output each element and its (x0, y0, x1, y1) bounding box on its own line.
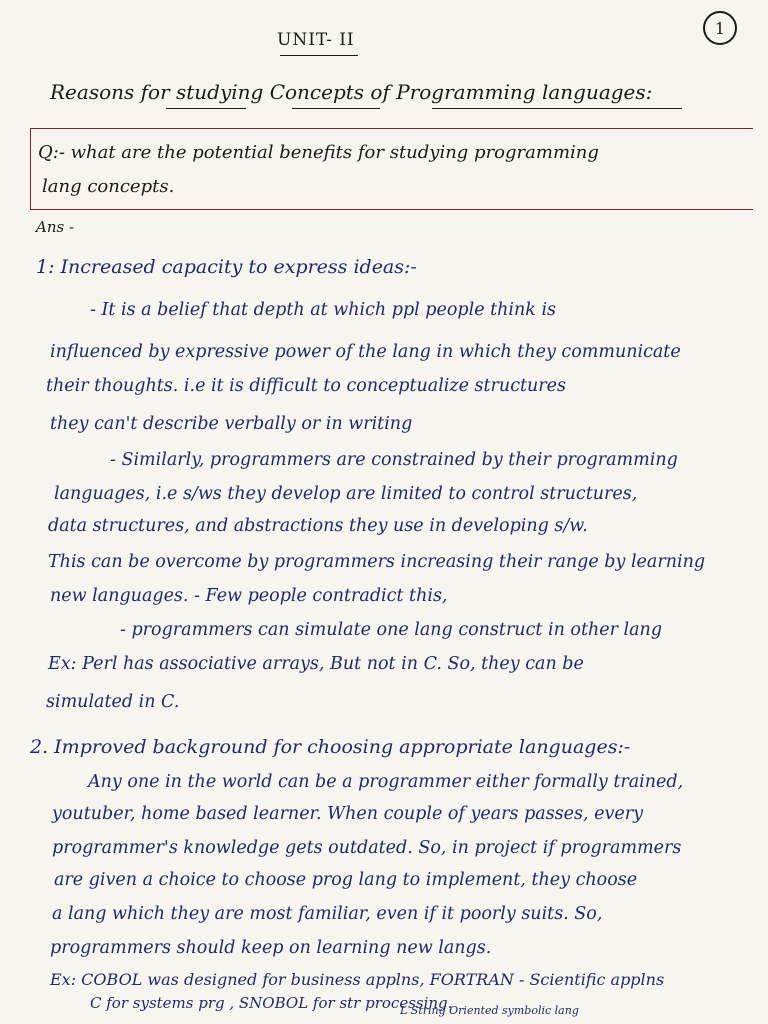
text-line: data structures, and abstractions they use in developing s/w. (48, 516, 588, 536)
text-line: languages, i.e s/ws they develop are limited to control structures, (54, 484, 638, 504)
heading-underline-concepts (292, 108, 380, 109)
text-line: programmer's knowledge gets outdated. So, in project if programmers (52, 838, 682, 858)
text-line: - Similarly, programmers are constrained by their programming (110, 450, 678, 470)
question-box (30, 128, 753, 210)
page-heading: Reasons for studying Concepts of Programming languages: (50, 80, 653, 104)
unit-title: UNIT- II (277, 30, 355, 50)
question-line-1: Q:- what are the potential benefits for studying programming (38, 142, 599, 163)
answer-label: Ans - (36, 218, 75, 236)
heading-underline-studying (166, 108, 246, 109)
question-line-2: lang concepts. (42, 176, 175, 197)
text-line: influenced by expressive power of the lang in which they communicate (50, 342, 681, 362)
page-number: 1 (703, 11, 737, 45)
text-line: This can be overcome by programmers increasing their range by learning (48, 552, 706, 572)
text-line: programmers should keep on learning new langs. (50, 938, 492, 958)
section-2-title: 2. Improved background for choosing appropriate languages:- (30, 736, 631, 758)
text-line: Any one in the world can be a programmer either formally trained, (88, 772, 684, 792)
text-line: youtuber, home based learner. When couple of years passes, every (52, 804, 643, 824)
text-line: Ex: COBOL was designed for business applns, FORTRAN - Scientific applns (50, 970, 665, 989)
text-line: - programmers can simulate one lang construct in other lang (120, 620, 663, 640)
text-line: Ex: Perl has associative arrays, But not in C. So, they can be (48, 654, 584, 674)
text-line: a lang which they are most familiar, even if it poorly suits. So, (52, 904, 603, 924)
text-line: they can't describe verbally or in writing (50, 414, 413, 434)
section-1-title: 1: Increased capacity to express ideas:- (36, 256, 417, 278)
heading-underline-programming-languages (432, 108, 682, 109)
text-line: are given a choice to choose prog lang to implement, they choose (54, 870, 638, 890)
text-line: their thoughts. i.e it is difficult to conceptualize structures (46, 376, 567, 396)
text-line: new languages. - Few people contradict this, (50, 586, 448, 606)
text-line: - It is a belief that depth at which ppl people think is (90, 300, 557, 320)
text-line: C for systems prg , SNOBOL for str processing. (90, 994, 453, 1012)
text-line: simulated in C. (46, 692, 180, 712)
unit-title-underline (280, 55, 358, 56)
text-annotation: L String Oriented symbolic lang (400, 1004, 579, 1017)
